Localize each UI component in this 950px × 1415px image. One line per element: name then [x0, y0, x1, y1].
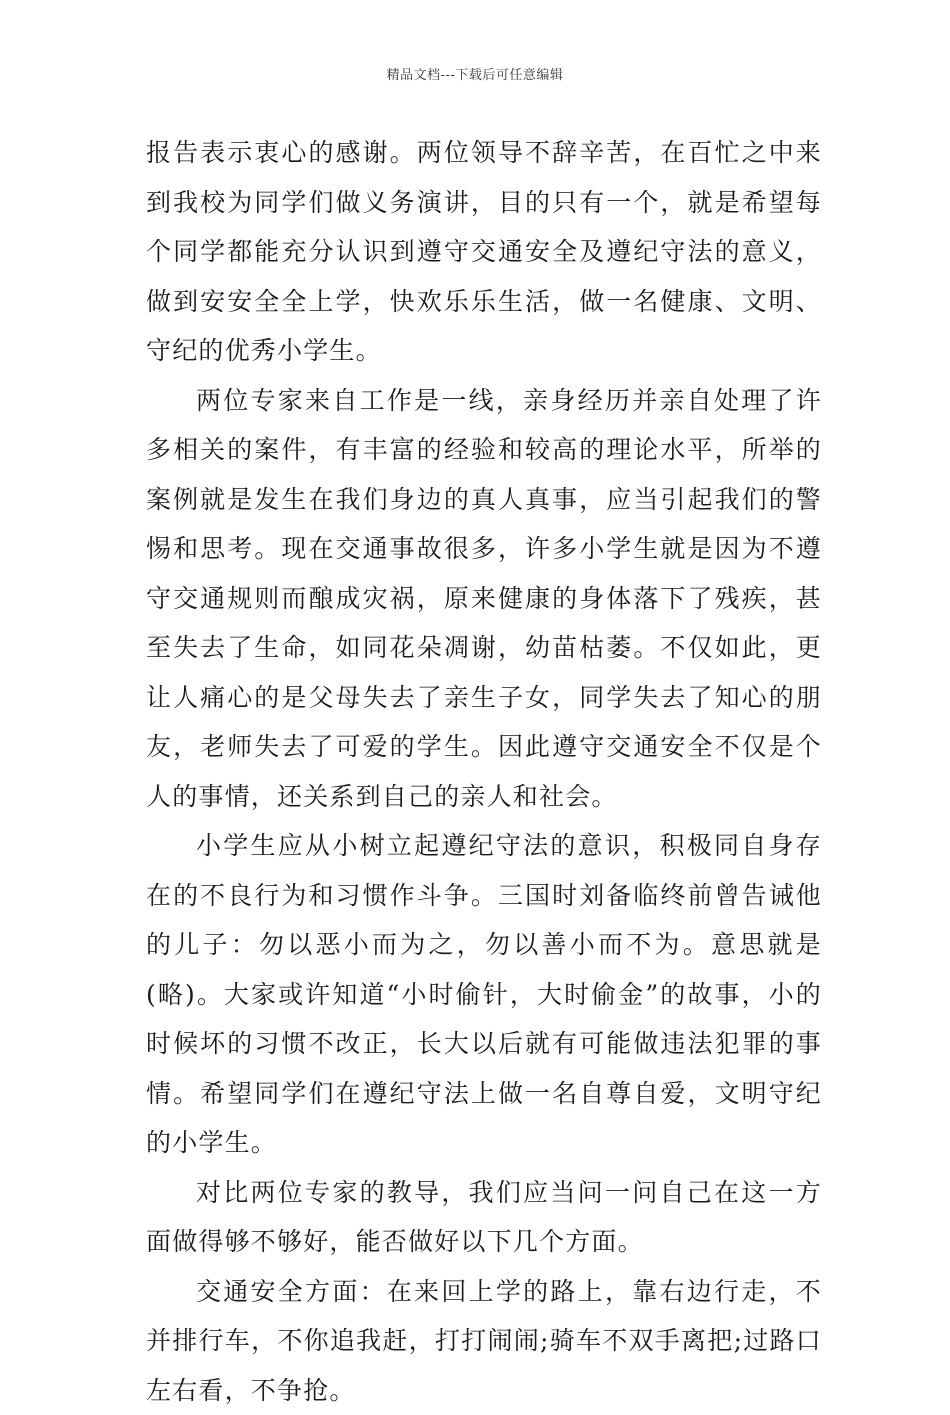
paragraph-2: 两位专家来自工作是一线，亲身经历并亲自处理了许多相关的案件，有丰富的经验和较高的理论水平，所举的案例就是发生在我们身边的真人真事，应当引起我们的警惕和思考。现在交通事故很多，许多小学生就是因为不遵守交通规则而酿成灾祸，原来健康的身体落下了残疾，甚至失去了生命，如同花朵凋谢，幼苗枯萎。不仅如此，更让人痛心的是父母失去了亲生子女，同学失去了知心的朋友，老师失去了可爱的学生。因此遵守交通安全不仅是个人的事情，还关系到自己的亲人和社会。	[146, 376, 822, 822]
page-header: 精品文档---下载后可任意编辑	[0, 64, 950, 83]
paragraph-5: 交通安全方面：在来回上学的路上，靠右边行走，不并排行车，不你追我赶，打打闹闹;骑车不双手离把;过路口左右看，不争抢。	[146, 1267, 822, 1415]
document-body	[146, 128, 822, 1415]
paragraph-1: 报告表示衷心的感谢。两位领导不辞辛苦，在百忙之中来到我校为同学们做义务演讲，目的只有一个，就是希望每个同学都能充分认识到遵守交通安全及遵纪守法的意义，做到安安全全上学，快欢乐乐生活，做一名健康、文明、守纪的优秀小学生。	[146, 128, 822, 376]
paragraph-4: 对比两位专家的教导，我们应当问一问自己在这一方面做得够不够好，能否做好以下几个方面。	[146, 1168, 822, 1267]
paragraph-3: 小学生应从小树立起遵纪守法的意识，积极同自身存在的不良行为和习惯作斗争。三国时刘备临终前曾告诫他的儿子：勿以恶小而为之，勿以善小而不为。意思就是(略)。大家或许知道“小时偷针，大时偷金”的故事，小的时候坏的习惯不改正，长大以后就有可能做违法犯罪的事情。希望同学们在遵纪守法上做一名自尊自爱，文明守纪的小学生。	[146, 821, 822, 1168]
